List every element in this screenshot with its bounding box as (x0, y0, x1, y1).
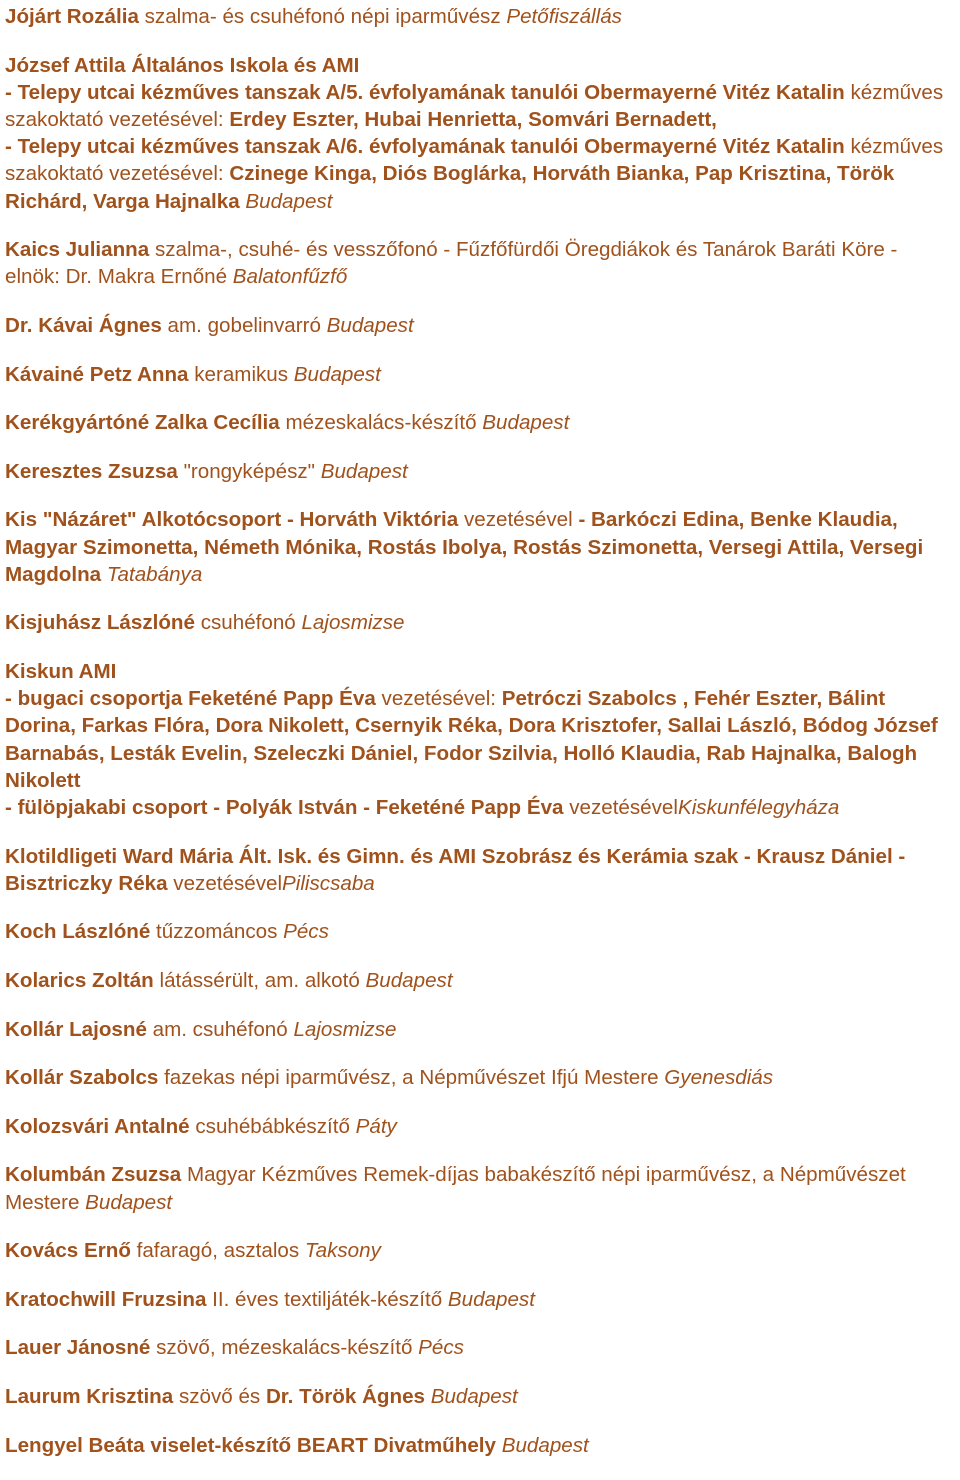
entry-name: Koch Lászlóné (5, 920, 151, 944)
entry-name: Lengyel Beáta viselet-készítő BEART Divatműhely (5, 1433, 496, 1457)
entry-name: Kovács Ernő (5, 1239, 131, 1263)
entry-location: Tatabánya (106, 562, 203, 586)
entry-location: Lajosmizse (293, 1017, 397, 1041)
entry-location: Budapest (482, 411, 570, 435)
entry-name: - Barkóczi Edina, Benke Klaudia, Magyar Szimonetta, Németh Mónika, Rostás Ibolya, Rostás Szimonetta, Versegi Attila, Versegi Magdolna (5, 508, 924, 586)
entry-location: Páty (355, 1114, 397, 1138)
entry-description: vezetésével (563, 795, 678, 819)
entry-location: Balatonfűzfő (232, 265, 348, 289)
list-item (5, 1334, 955, 1361)
list-item (5, 312, 955, 339)
entry-name: Lauer Jánosné (5, 1336, 151, 1360)
list-item (5, 506, 955, 588)
entry-description: tűzzománcos (150, 920, 284, 944)
entry-description: szövő és (173, 1384, 266, 1408)
entry-location: Kiskunfélegyháza (677, 795, 840, 819)
list-item (5, 843, 955, 897)
entry-location: Pécs (283, 920, 329, 944)
list-item (5, 1286, 955, 1313)
entry-name: Dr. Kávai Ágnes (5, 314, 162, 337)
entry-name: - fülöpjakabi csoport - Polyák István - Feketéné Papp Éva (5, 795, 564, 819)
entry-location: Gyenesdiás (664, 1066, 774, 1090)
entry-description: szalma- és csuhéfonó népi iparművész (138, 5, 507, 28)
list-item (5, 918, 955, 945)
list-item (5, 361, 955, 388)
entry-name: Kaics Julianna (5, 238, 150, 262)
entry-name: Kerékgyártóné Zalka Cecília (5, 411, 280, 435)
entry-name: József Attila Általános Iskola és AMI (5, 53, 360, 77)
entry-description: mézeskalács-készítő (279, 411, 483, 435)
entry-location: Piliscsaba (282, 871, 375, 895)
entry-location: Lajosmizse (301, 611, 405, 635)
list-item (5, 609, 955, 636)
entry-description: vezetésével (458, 508, 579, 532)
entry-name: - bugaci csoportja Feketéné Papp Éva (5, 687, 376, 711)
list-item (5, 458, 955, 485)
entry-name: Kolozsvári Antalné (5, 1114, 190, 1138)
entry-name: Kollár Lajosné (5, 1017, 147, 1041)
list-item (5, 236, 955, 290)
entry-description: kézműves szakoktató vezetésével: (5, 135, 944, 186)
list-item (5, 52, 955, 215)
entry-description: csuhébábkészítő (189, 1114, 356, 1138)
list-item (5, 1016, 955, 1043)
entry-location: Budapest (326, 314, 414, 337)
entry-name: Jójárt Rozália (5, 5, 139, 28)
list-item (5, 1432, 955, 1459)
entry-name: Kiskun AMI (5, 659, 117, 683)
entry-description: fazekas népi iparművész, a Népművészet Ifjú Mestere (158, 1066, 665, 1090)
list-item (5, 1383, 955, 1410)
exhibitor-list (5, 3, 955, 1480)
entry-name: - Telepy utcai kézműves tanszak A/6. évfolyamának tanulói Obermayerné Vitéz Katalin (5, 135, 845, 159)
entry-name: Kisjuhász Lászlóné (5, 611, 195, 635)
entry-name: Erdey Eszter, Hubai Henrietta, Somvári Bernadett, (229, 108, 717, 131)
list-item (5, 3, 955, 30)
entry-description: am. csuhéfonó (146, 1017, 294, 1041)
list-item (5, 1064, 955, 1091)
list-item (5, 658, 955, 821)
entry-description: "rongyképész" (177, 459, 321, 483)
entry-description: csuhéfonó (194, 611, 302, 635)
entry-name: Klotildligeti Ward Mária Ált. Isk. és Gimn. és AMI Szobrász és Kerámia szak - Krausz Dániel - Bisztriczky Réka (5, 844, 906, 895)
entry-name: - Telepy utcai kézműves tanszak A/5. évfolyamának tanulói Obermayerné Vitéz Katalin (5, 80, 845, 104)
entry-name: Petróczi Szabolcs , Fehér Eszter, Bálint Dorina, Farkas Flóra, Dora Nikolett, Csernyik Réka, Dora Krisztofer, Sallai László, Bódog József Barnabás, Lesták Evelin, Szeleczki Dániel, Fodor Szilvia, Holló Klaudia, Rab Hajnalka, Balogh Nikolett (5, 687, 938, 792)
entry-description: vezetésével (167, 871, 283, 895)
entry-description: keramikus (188, 362, 294, 386)
list-item (5, 967, 955, 994)
entry-location: Pécs (418, 1336, 464, 1360)
entry-location: Taksony (304, 1239, 381, 1263)
entry-name: Kollár Szabolcs (5, 1066, 159, 1090)
list-item (5, 1161, 955, 1215)
entry-description: látássérült, am. alkotó (153, 968, 366, 992)
entry-description: vezetésével: (375, 687, 502, 711)
entry-name: Laurum Krisztina (5, 1384, 174, 1408)
entry-description: szövő, mézeskalács-készítő (150, 1336, 419, 1360)
entry-location: Budapest (293, 362, 381, 386)
list-item (5, 1237, 955, 1264)
entry-description: am. gobelinvarró (161, 314, 327, 337)
entry-description: kézműves szakoktató vezetésével: (5, 80, 944, 131)
entry-location: Budapest (447, 1287, 535, 1311)
entry-name: Kratochwill Fruzsina (5, 1287, 207, 1311)
entry-location: Budapest (320, 459, 408, 483)
entry-description: II. éves textiljáték-készítő (206, 1287, 448, 1311)
entry-name: Kis "Názáret" Alkotócsoport - Horváth Viktória (5, 508, 459, 532)
entry-description: szalma-, csuhé- és vesszőfonó - Fűzfőfürdői Öregdiákok és Tanárok Baráti Köre - elnök: Dr. Makra Ernőné (5, 238, 898, 289)
list-item (5, 1113, 955, 1140)
entry-name: Czinege Kinga, Diós Boglárka, Horváth Bianka, Pap Krisztina, Török Richárd, Varga Hajnalka (5, 162, 895, 213)
entry-location: Budapest (365, 968, 453, 992)
entry-name: Dr. Török Ágnes (265, 1384, 425, 1408)
entry-name: Kolarics Zoltán (5, 968, 154, 992)
entry-description: Magyar Kézműves Remek-díjas babakészítő népi iparművész, a Népművészet Mestere (5, 1163, 906, 1214)
entry-location: Budapest (245, 189, 333, 213)
list-item (5, 409, 955, 436)
entry-name: Keresztes Zsuzsa (5, 459, 178, 483)
entry-location: Budapest (85, 1190, 173, 1214)
entry-location: Budapest (430, 1384, 518, 1408)
entry-name: Kolumbán Zsuzsa (5, 1163, 182, 1187)
entry-name: Kávainé Petz Anna (5, 362, 189, 386)
entry-location: Petőfiszállás (506, 5, 622, 28)
entry-location: Budapest (501, 1433, 589, 1457)
entry-description: fafaragó, asztalos (130, 1239, 305, 1263)
